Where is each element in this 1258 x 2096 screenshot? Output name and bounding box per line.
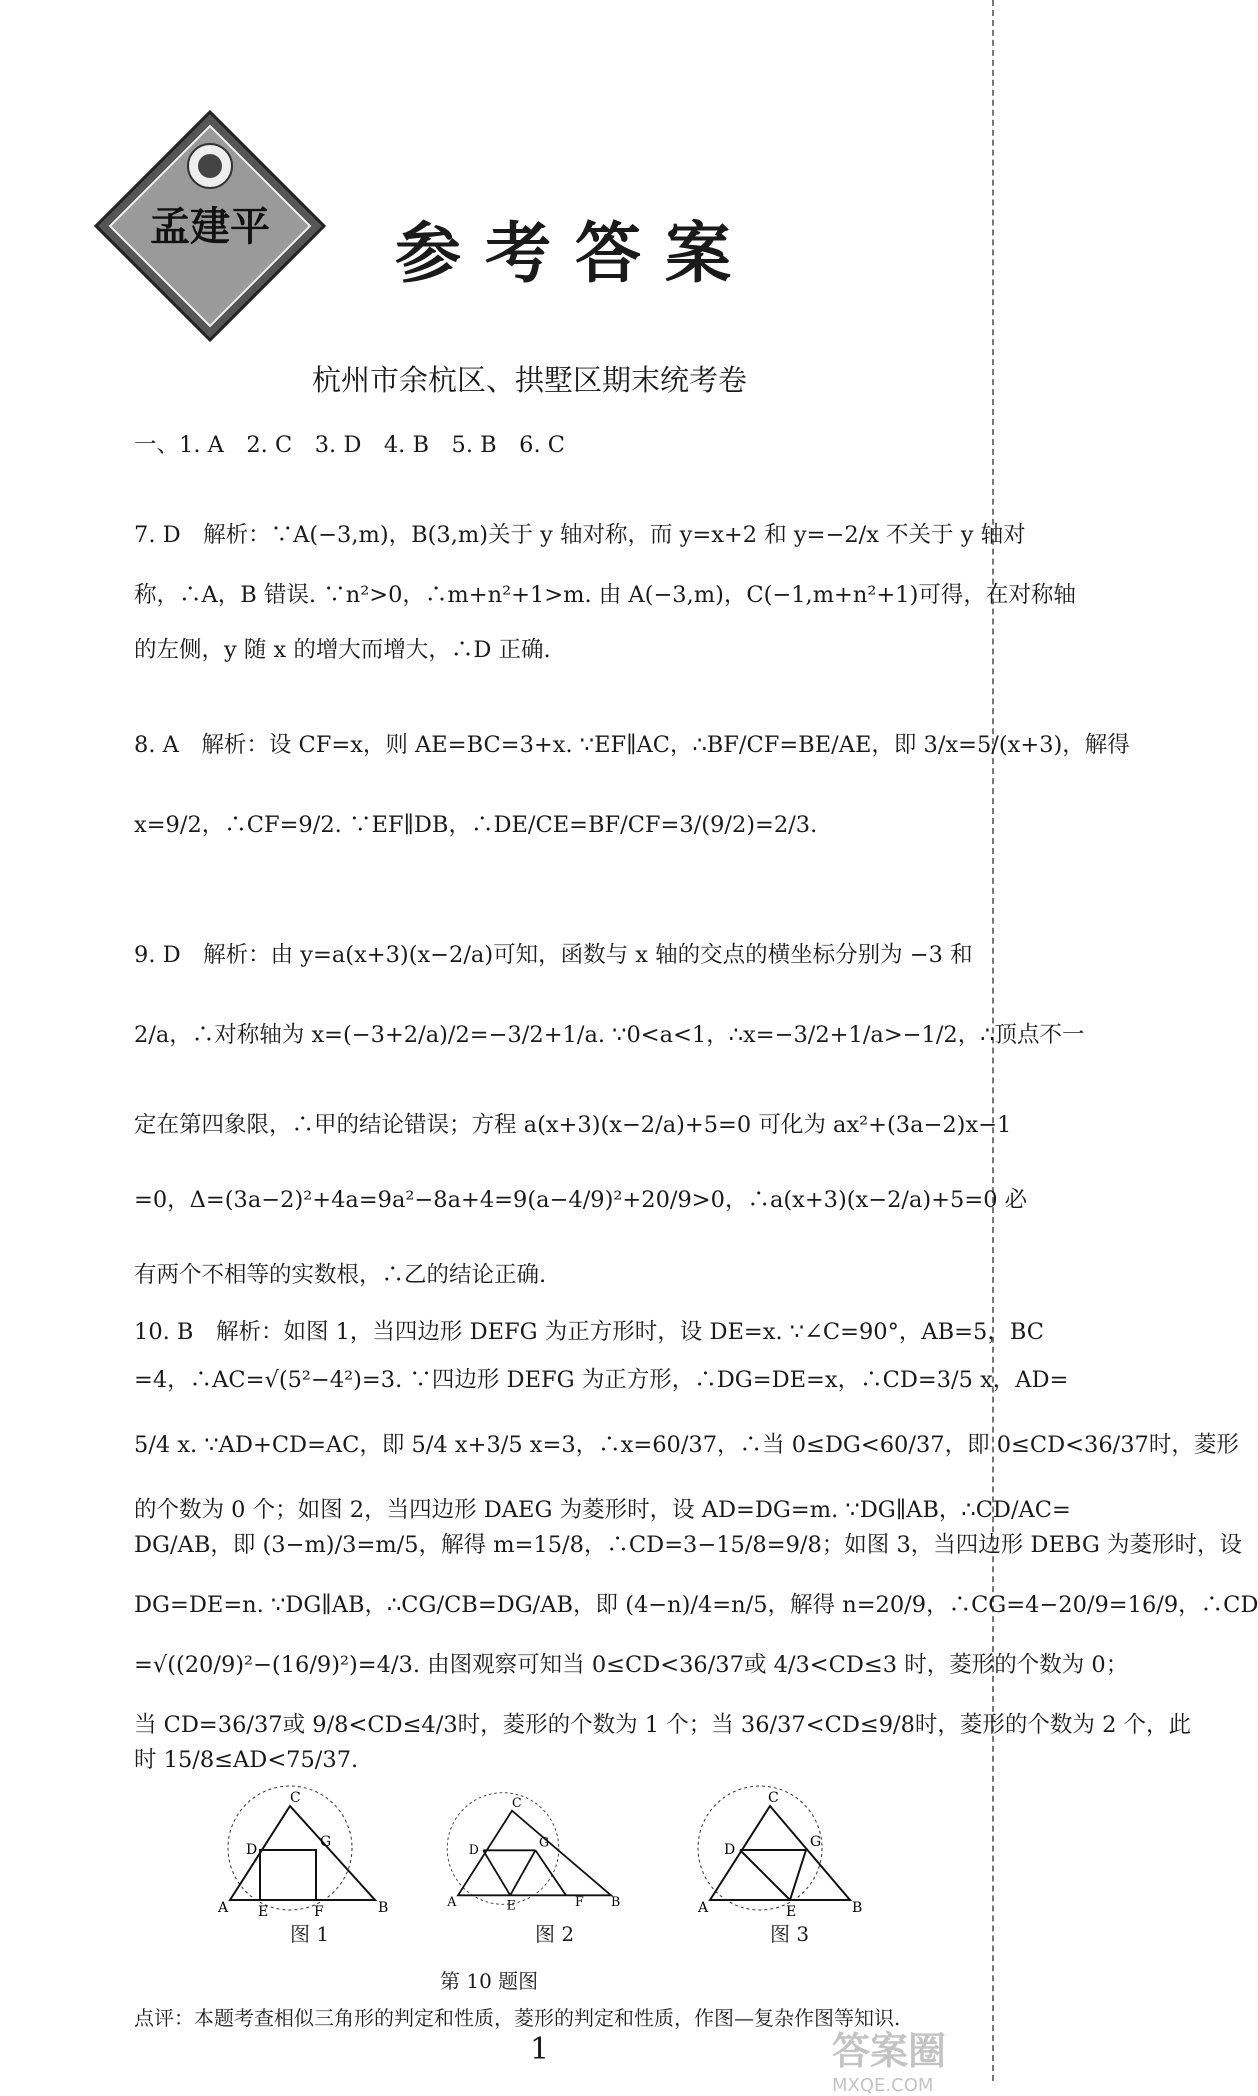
vertex-label: G [539,1834,550,1850]
vertex-label: D [246,1842,258,1858]
exam-subtitle: 杭州市余杭区、拱墅区期末统考卷 [312,363,748,397]
answer-line: 8. A 解析：设 CF=x，则 AE=BC=3+x. ∵EF∥AC，∴BF/CF=BE/AE，即 3/x=5/(x+3)，解得 [134,732,1130,758]
vertex-label: G [810,1834,822,1850]
vertex-label: C [290,1790,301,1806]
answer-line: DG=DE=n. ∵DG∥AB，∴CG/CB=DG/AB，即 (4−n)/4=n/5，解得 n=20/9，∴CG=4−20/9=16/9，∴CD [134,1592,1258,1618]
vertex-label: C [512,1795,522,1811]
answer-line: =4，∴AC=√(5²−4²)=3. ∵四边形 DEFG 为正方形，∴DG=DE=x，∴CD=3/5 x，AD= [134,1367,1069,1393]
watermark-title: 答案圈 [832,2029,947,2073]
vertex-label: E [786,1904,797,1920]
vertex-label: E [258,1904,269,1920]
vertex-label: A [447,1894,457,1910]
answer-line: 当 CD=36/37或 9/8<CD≤4/3时，菱形的个数为 1 个；当 36/37<CD≤9/8时，菱形的个数为 2 个，此 [134,1712,1192,1738]
answer-line: 定在第四象限，∴甲的结论错误；方程 a(x+3)(x−2/a)+5=0 可化为 ax²+(3a−2)x−1 [134,1112,1012,1138]
vertex-label: G [320,1834,332,1850]
answer-line: 有两个不相等的实数根，∴乙的结论正确. [134,1262,547,1288]
answer-line: =0，Δ=(3a−2)²+4a=9a²−8a+4=9(a−4/9)²+20/9>0，∴a(x+3)(x−2/a)+5=0 必 [134,1187,1028,1213]
answer-line: 9. D 解析：由 y=a(x+3)(x−2/a)可知，函数与 x 轴的交点的横坐标分别为 −3 和 [134,942,973,968]
vertex-label: E [506,1897,516,1913]
answer-line: 的个数为 0 个；如图 2，当四边形 DAEG 为菱形时，设 AD=DG=m. ∵DG∥AB，∴CD/AC= [134,1497,1071,1523]
figure-1-caption: 图 1 [290,1922,330,1946]
answer-line: 称，∴A，B 错误. ∵n²>0，∴m+n²+1>m. 由 A(−3,m)，C(−1,m+n²+1)可得，在对称轴 [134,582,1076,608]
figure-3 [690,1788,870,1918]
answer-line: 的左侧，y 随 x 的增大而增大，∴D 正确. [134,637,551,663]
vertex-label: F [314,1904,324,1920]
answer-line: x=9/2，∴CF=9/2. ∵EF∥DB，∴DE/CE=BF/CF=3/(9/2)=2/3. [134,812,818,838]
page-number: 1 [530,2032,550,2067]
figure-2-caption: 图 2 [535,1922,575,1946]
answer-line: 10. B 解析：如图 1，当四边形 DEFG 为正方形时，设 DE=x. ∵∠C=90°，AB=5，BC [134,1319,1044,1345]
answer-line: DG/AB，即 (3−m)/3=m/5，解得 m=15/8，∴CD=3−15/8=9/8；如图 3，当四边形 DEBG 为菱形时，设 [134,1532,1242,1558]
vertex-label: B [852,1900,863,1916]
answer-line: 2/a，∴对称轴为 x=(−3+2/a)/2=−3/2+1/a. ∵0<a<1，∴x=−3/2+1/a>−1/2，∴顶点不一 [134,1022,1085,1048]
figure-3-caption: 图 3 [770,1922,810,1946]
vertex-label: B [378,1900,389,1916]
figure-1 [210,1788,390,1918]
vertex-label: D [468,1841,479,1857]
vertex-label: A [218,1900,229,1916]
answer-line: =√((20/9)²−(16/9)²)=4/3. 由图观察可知当 0≤CD<36/37或 4/3<CD≤3 时，菱形的个数为 0； [134,1652,1129,1678]
answer-line: 7. D 解析：∵A(−3,m)，B(3,m)关于 y 轴对称，而 y=x+2 和 y=−2/x 不关于 y 轴对 [134,522,1026,548]
logo-text: 孟建平 [150,203,270,250]
page-title: 参考答案 [395,215,755,292]
watermark [832,2020,992,2096]
answer-line: 5/4 x. ∵AD+CD=AC，即 5/4 x+3/5 x=3，∴x=60/37，∴当 0≤DG<60/37，即 0≤CD<36/37时，菱形 [134,1432,1239,1458]
brand-logo [92,108,328,344]
vertex-label: A [698,1900,709,1916]
vertex-label: C [768,1790,779,1806]
figure-2 [440,1788,620,1918]
answer-line: 一、1. A 2. C 3. D 4. B 5. B 6. C [134,432,566,458]
watermark-url: MXQE.COM [832,2075,934,2096]
figure-title: 第 10 题图 [440,1969,539,1993]
answer-line: 时 15/8≤AD<75/37. [134,1747,359,1773]
comment-note: 点评：本题考查相似三角形的判定和性质，菱形的判定和性质，作图—复杂作图等知识. [134,2006,901,2030]
vertex-label: D [724,1842,736,1858]
vertex-label: B [611,1894,621,1910]
vertex-label: F [575,1894,584,1910]
